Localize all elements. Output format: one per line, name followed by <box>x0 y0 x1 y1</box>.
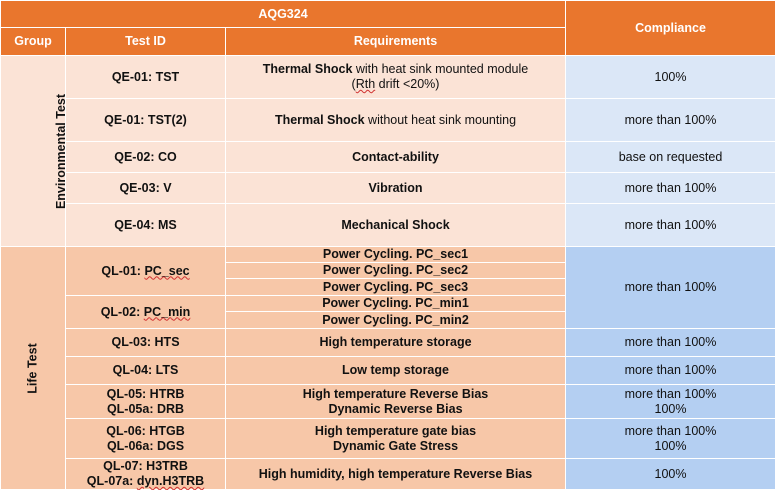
test-id-code: PC_sec <box>144 263 190 278</box>
test-id-line2: QL-05a: DRB <box>106 401 185 416</box>
requirement: Contact-ability <box>226 142 566 173</box>
requirement <box>226 385 566 419</box>
compliance: more than 100% <box>566 173 776 204</box>
requirement: Low temp storage <box>226 357 566 385</box>
test-id-line1: QL-07: H3TRB <box>103 459 188 473</box>
requirement <box>226 419 566 459</box>
table-title: AQG324 <box>1 1 566 28</box>
compliance <box>566 385 776 419</box>
requirement <box>226 99 566 142</box>
compliance: more than 100% <box>566 204 776 247</box>
compliance: more than 100% <box>566 357 776 385</box>
test-id-code: PC_min <box>143 304 191 319</box>
test-id: QL-03: HTS <box>66 329 226 357</box>
group-label-environmental: Environmental Test <box>54 93 69 209</box>
group-environmental <box>1 56 69 247</box>
requirement-line2-a: ( <box>351 77 356 91</box>
test-id: QE-03: V <box>66 173 226 204</box>
requirement-line1: High temperature gate bias <box>314 423 477 438</box>
test-id <box>66 419 226 459</box>
requirement: Vibration <box>226 173 566 204</box>
requirement: Power Cycling. PC_sec1 <box>226 247 566 263</box>
requirement: Power Cycling. PC_sec2 <box>226 263 566 279</box>
test-id-prefix: QL-01: <box>101 263 145 278</box>
test-id: QE-01: TST(2) <box>66 99 226 142</box>
test-id <box>66 296 226 329</box>
compliance: 100% <box>566 56 776 99</box>
requirement-rest: with heat sink mounted module <box>352 62 529 76</box>
test-id: QE-01: TST <box>66 56 226 99</box>
test-id-line1: QL-05: HTRB <box>106 386 185 401</box>
requirement-line2-b: Rth <box>355 77 376 91</box>
requirement-line2-c: drift <20%) <box>375 77 440 91</box>
test-id: QE-02: CO <box>66 142 226 173</box>
requirement: High temperature storage <box>226 329 566 357</box>
compliance <box>566 419 776 459</box>
requirement: High humidity, high temperature Reverse Bias <box>226 459 566 490</box>
test-id-line1: QL-06: HTGB <box>106 423 185 438</box>
requirement-line2: Dynamic Gate Stress <box>332 438 459 453</box>
requirement-rest: without heat sink mounting <box>364 112 517 127</box>
compliance-line1: more than 100% <box>624 386 717 401</box>
test-id <box>66 247 226 296</box>
requirement <box>226 56 566 99</box>
test-id-prefix: QL-02: <box>100 304 144 319</box>
compliance: base on requested <box>566 142 776 173</box>
test-id: QE-04: MS <box>66 204 226 247</box>
requirement-line2: Dynamic Reverse Bias <box>328 401 463 416</box>
test-id-line2-code: dyn.H3TRB <box>136 474 205 488</box>
requirement-bold: Thermal Shock <box>262 62 353 76</box>
compliance-line2: 100% <box>654 438 687 453</box>
requirement-bold: Thermal Shock <box>274 112 365 127</box>
compliance: 100% <box>566 459 776 490</box>
compliance-header: Compliance <box>566 1 776 56</box>
test-id-line2: QL-06a: DGS <box>106 438 185 453</box>
compliance-line2: 100% <box>654 401 687 416</box>
compliance-line1: more than 100% <box>624 423 717 438</box>
requirement: Power Cycling. PC_sec3 <box>226 279 566 296</box>
test-id-header: Test ID <box>66 28 226 56</box>
requirement: Power Cycling. PC_min1 <box>226 296 566 312</box>
group-label-life: Life Test <box>25 342 40 394</box>
compliance: more than 100% <box>566 247 776 329</box>
test-id <box>66 459 226 490</box>
requirement: Power Cycling. PC_min2 <box>226 312 566 329</box>
compliance: more than 100% <box>566 99 776 142</box>
test-id <box>66 385 226 419</box>
group-life <box>1 247 66 490</box>
requirement: Mechanical Shock <box>226 204 566 247</box>
compliance: more than 100% <box>566 329 776 357</box>
test-id: QL-04: LTS <box>66 357 226 385</box>
requirements-header: Requirements <box>226 28 566 56</box>
requirement-line1: High temperature Reverse Bias <box>302 386 489 401</box>
group-header: Group <box>1 28 66 56</box>
test-id-line2-prefix: QL-07a: <box>86 474 137 488</box>
